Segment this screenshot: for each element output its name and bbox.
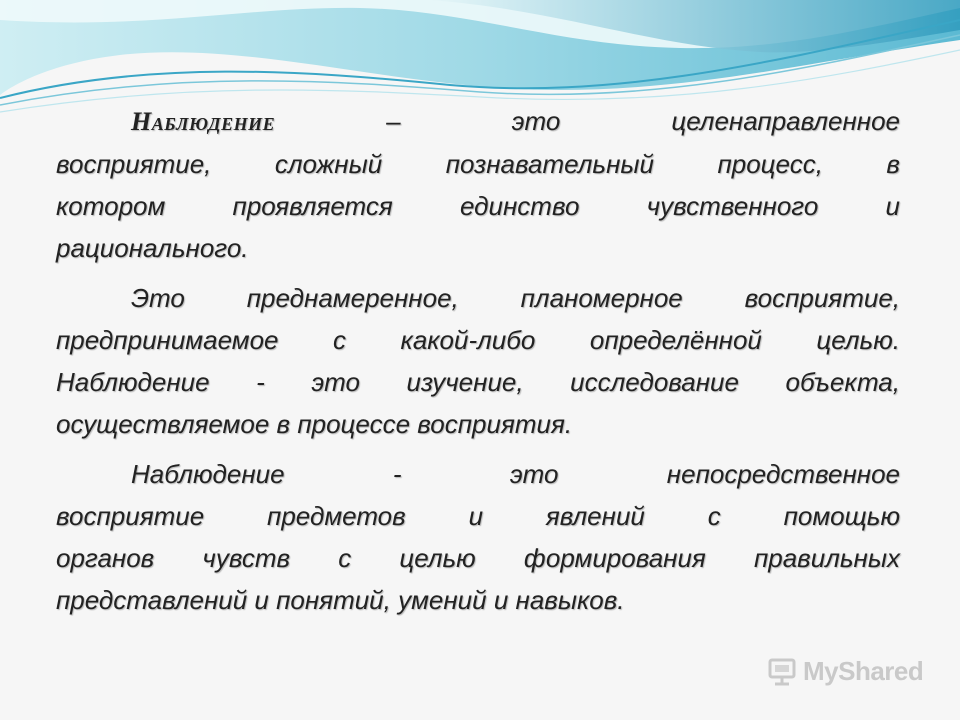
myshared-watermark — [767, 656, 923, 687]
paragraph-3-line-3: органов чувств с целью формирования правильных — [56, 543, 900, 573]
dash: – — [386, 106, 401, 136]
paragraph-3-line-1 — [56, 453, 900, 495]
paragraph-2-line-1: Это преднамеренное, планомерное восприятие, — [131, 283, 900, 313]
presentation-board-icon — [767, 657, 797, 687]
dash: - — [392, 459, 402, 489]
word-purposeful: целенаправленное — [671, 106, 900, 136]
paragraph-1-line-1 — [56, 100, 900, 143]
paragraph-1-line-2: восприятие, сложный познавательный процесс, в — [56, 149, 900, 179]
watermark-text: MyShared — [803, 656, 924, 686]
slide-text — [56, 100, 900, 629]
paragraph-1 — [56, 100, 900, 269]
paragraph-3-line-4: представлений и понятий, умений и навыков. — [56, 585, 625, 615]
paragraph-3-line-2: восприятие предметов и явлений с помощью — [56, 501, 900, 531]
paragraph-2 — [56, 277, 900, 445]
word-direct: непосредственное — [666, 459, 900, 489]
word-eto: это — [509, 459, 559, 489]
paragraph-2-line-4: осуществляемое в процессе восприятия. — [56, 409, 573, 439]
paragraph-3 — [56, 453, 900, 621]
paragraph-2-line-3: Наблюдение - это изучение, исследование объекта, — [56, 367, 900, 397]
paragraph-1-line-4: рационального. — [56, 233, 249, 263]
word-observation: Наблюдение — [131, 459, 285, 489]
word-eto: это — [511, 106, 561, 136]
paragraph-1-line-3: котором проявляется единство чувственного и — [56, 191, 900, 221]
term-observation: Наблюдение — [131, 107, 276, 136]
paragraph-2-line-2: предпринимаемое с какой-либо определённой целью. — [56, 325, 900, 355]
